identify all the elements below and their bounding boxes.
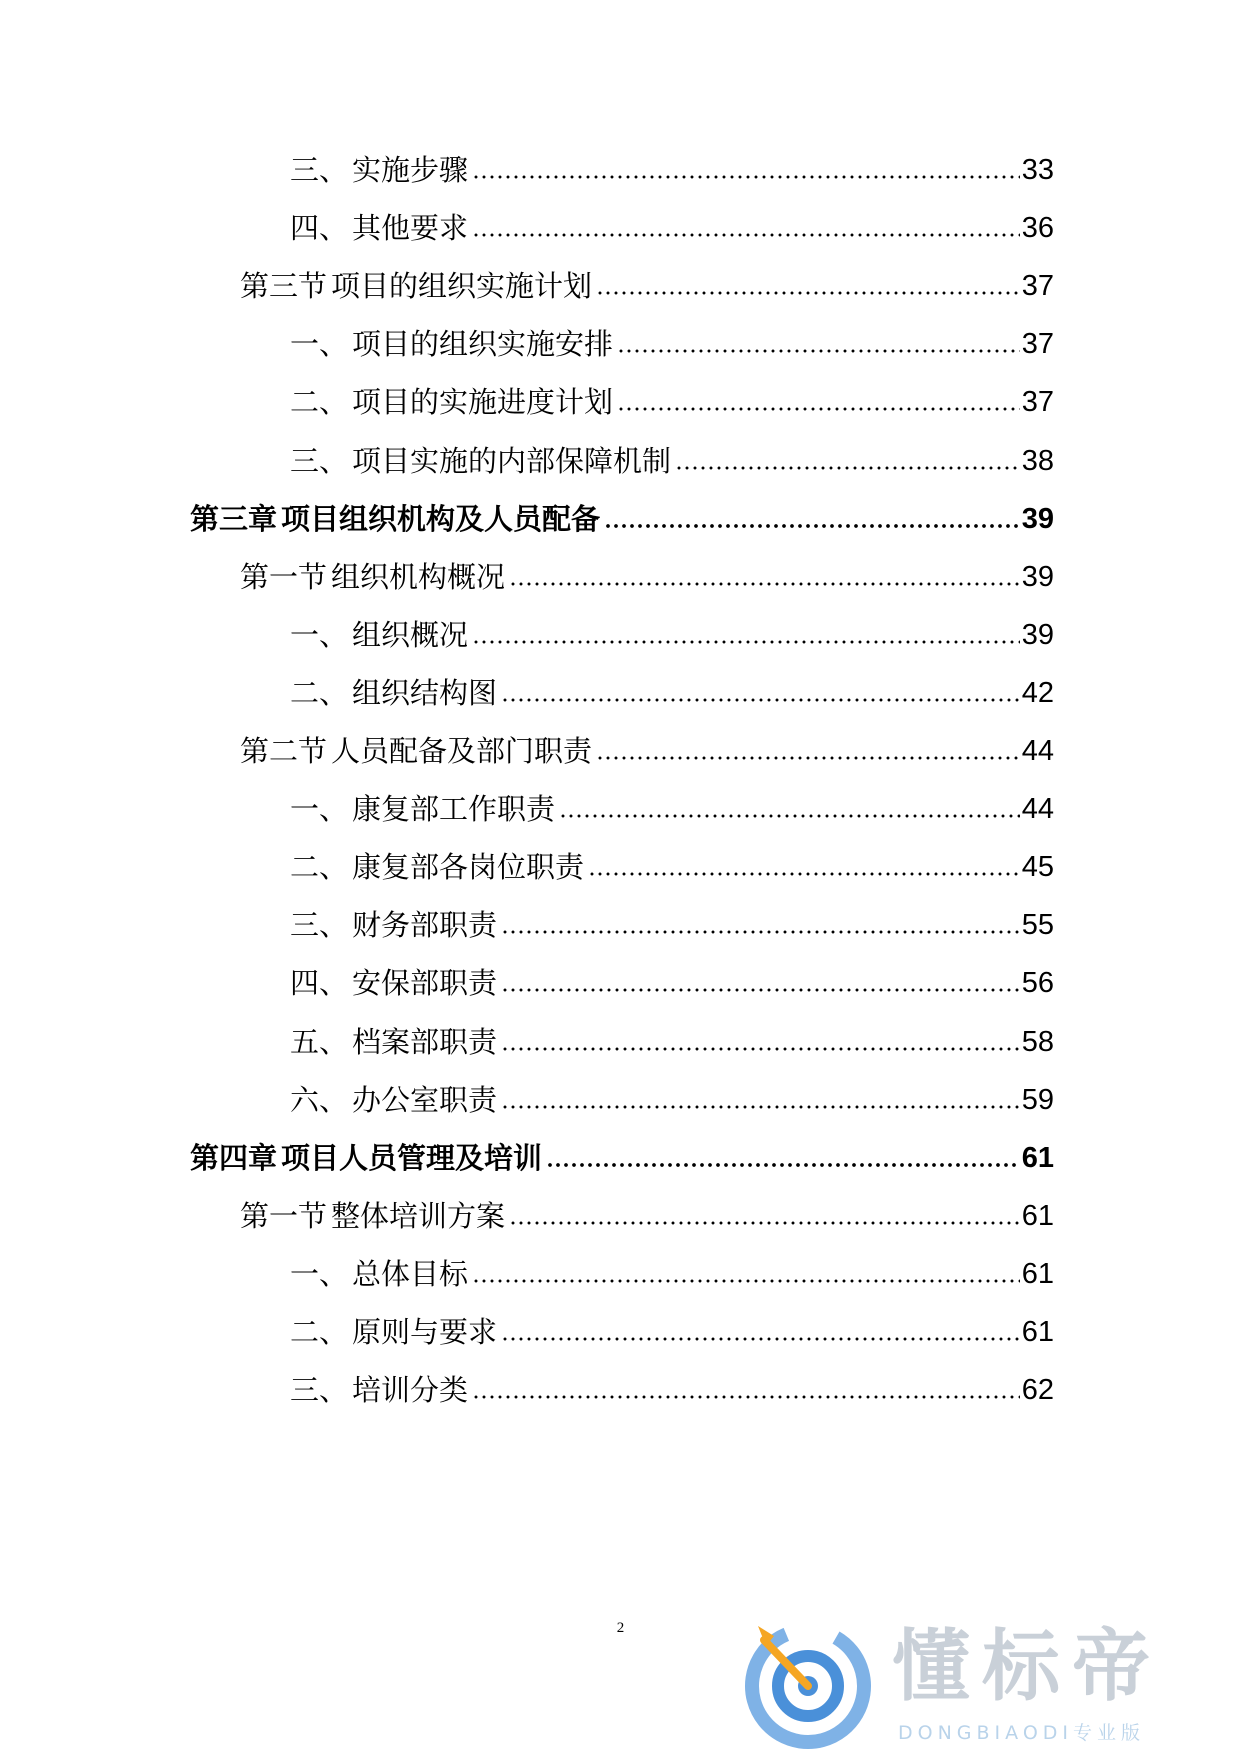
toc-entry-label (290, 1080, 497, 1120)
toc-dot-leader (509, 581, 1020, 587)
toc-entry-label (190, 499, 600, 539)
toc-entry-label (290, 789, 555, 829)
toc-entry-page: 37 (1021, 328, 1054, 360)
toc-entry-title: 组织结构图 (352, 676, 498, 710)
toc-entry-number: 三、 (290, 153, 349, 187)
toc-entry-label (290, 324, 613, 364)
toc-entry-title: 财务部职责 (352, 908, 498, 942)
toc-entry-title: 办公室职责 (352, 1083, 498, 1117)
toc-entry-number: 二、 (290, 850, 349, 884)
toc-entry-label (240, 266, 592, 306)
toc-entry-number: 一、 (290, 792, 349, 826)
toc-entry-title: 项目的实施进度计划 (352, 385, 614, 419)
toc-entry-page: 61 (1021, 1142, 1054, 1174)
toc-dot-leader (501, 1336, 1020, 1342)
watermark-brand: 懂标帝 (892, 1622, 1163, 1712)
toc-entry-label (290, 673, 497, 713)
watermark-subtitle: DONGBIAODI专业版 (898, 1722, 1146, 1744)
toc-entry-label (290, 1312, 497, 1352)
toc-entry[interactable] (290, 615, 1054, 655)
toc-dot-leader (501, 697, 1020, 703)
toc-entry[interactable] (290, 789, 1054, 829)
toc-entry-page: 39 (1021, 561, 1054, 593)
toc-dot-leader (559, 813, 1020, 819)
toc-entry-title: 整体培训方案 (331, 1199, 506, 1233)
toc-entry-number: 第四章 (190, 1141, 278, 1175)
toc-entry-title: 实施步骤 (352, 153, 469, 187)
toc-entry-page: 33 (1021, 154, 1054, 186)
toc-dot-leader (675, 465, 1020, 471)
toc-entry[interactable] (240, 557, 1054, 597)
toc-dot-leader (472, 232, 1020, 238)
toc-entry-label (290, 208, 468, 248)
toc-dot-leader (604, 523, 1020, 529)
target-logo-icon (740, 1612, 880, 1752)
toc-entry[interactable] (290, 1022, 1054, 1062)
toc-entry-title: 项目组织机构及人员配备 (281, 502, 601, 536)
toc-entry[interactable] (290, 150, 1054, 190)
toc-entry-title: 总体目标 (352, 1257, 469, 1291)
toc-entry[interactable] (290, 1080, 1054, 1120)
toc-entry-number: 二、 (290, 676, 349, 710)
toc-entry[interactable] (290, 673, 1054, 713)
toc-entry-page: 37 (1021, 270, 1054, 302)
toc-entry-title: 项目的组织实施计划 (331, 269, 593, 303)
toc-dot-leader (546, 1162, 1020, 1168)
toc-entry[interactable] (290, 324, 1054, 364)
toc-dot-leader (596, 755, 1020, 761)
toc-entry[interactable] (190, 1138, 1054, 1178)
toc-entry-title: 其他要求 (352, 211, 469, 245)
toc-dot-leader (472, 1394, 1020, 1400)
toc-entry-page: 37 (1021, 386, 1054, 418)
toc-entry[interactable] (290, 208, 1054, 248)
toc-entry-page: 62 (1021, 1374, 1054, 1406)
toc-entry-title: 康复部各岗位职责 (352, 850, 585, 884)
toc-entry-number: 三、 (290, 444, 349, 478)
toc-entry[interactable] (190, 499, 1054, 539)
toc-entry-label (290, 1022, 497, 1062)
toc-entry-number: 第三章 (190, 502, 278, 536)
toc-dot-leader (501, 1104, 1020, 1110)
toc-entry-page: 44 (1021, 793, 1054, 825)
toc-entry-number: 二、 (290, 385, 349, 419)
toc-entry-number: 第一节 (240, 1199, 328, 1233)
toc-entry-number: 第一节 (240, 560, 328, 594)
watermark (740, 1612, 1220, 1754)
toc-dot-leader (588, 871, 1020, 877)
toc-entry-title: 安保部职责 (352, 966, 498, 1000)
toc-dot-leader (501, 987, 1020, 993)
toc-entry[interactable] (290, 963, 1054, 1003)
toc-entry-label (190, 1138, 542, 1178)
toc-entry[interactable] (290, 1370, 1054, 1410)
toc-entry-label (290, 441, 671, 481)
toc-entry[interactable] (290, 905, 1054, 945)
toc-entry-page: 36 (1021, 212, 1054, 244)
toc-entry-title: 康复部工作职责 (352, 792, 556, 826)
toc-dot-leader (509, 1220, 1020, 1226)
toc-dot-leader (617, 348, 1020, 354)
toc-entry-title: 组织机构概况 (331, 560, 506, 594)
toc-dot-leader (472, 1278, 1020, 1284)
toc-entry[interactable] (290, 1312, 1054, 1352)
toc-entry-title: 人员配备及部门职责 (331, 734, 593, 768)
toc-entry-label (290, 905, 497, 945)
toc-dot-leader (596, 290, 1020, 296)
toc-entry-page: 61 (1021, 1316, 1054, 1348)
toc-entry-title: 项目人员管理及培训 (281, 1141, 543, 1175)
toc-entry-page: 39 (1021, 619, 1054, 651)
toc-entry[interactable] (240, 266, 1054, 306)
toc-dot-leader (472, 639, 1020, 645)
toc-entry-title: 项目实施的内部保障机制 (352, 444, 672, 478)
toc-entry-label (240, 557, 505, 597)
toc-entry-page: 55 (1021, 909, 1054, 941)
toc-entry-number: 一、 (290, 1257, 349, 1291)
toc-entry-page: 44 (1021, 735, 1054, 767)
toc-entry[interactable] (290, 847, 1054, 887)
toc-entry-number: 一、 (290, 327, 349, 361)
toc-entry-label (290, 847, 584, 887)
toc-entry-title: 档案部职责 (352, 1025, 498, 1059)
toc-entry-number: 一、 (290, 618, 349, 652)
toc-entry-page: 42 (1021, 677, 1054, 709)
toc-entry-page: 61 (1021, 1258, 1054, 1290)
toc-entry-number: 六、 (290, 1083, 349, 1117)
toc-entry-title: 培训分类 (352, 1373, 469, 1407)
toc-entry-page: 56 (1021, 967, 1054, 999)
toc-entry[interactable] (290, 1254, 1054, 1294)
toc-entry-label (290, 1254, 468, 1294)
toc-entry-number: 五、 (290, 1025, 349, 1059)
toc-dot-leader (617, 406, 1020, 412)
toc-entry-label (290, 382, 613, 422)
toc-entry[interactable] (240, 731, 1054, 771)
toc-entry-page: 45 (1021, 851, 1054, 883)
toc-entry-label (290, 615, 468, 655)
toc-dot-leader (472, 174, 1020, 180)
toc-entry-title: 原则与要求 (352, 1315, 498, 1349)
toc-entry-label (240, 731, 592, 771)
toc-entry-number: 四、 (290, 211, 349, 245)
toc-entry-page: 58 (1021, 1026, 1054, 1058)
toc-entry-page: 59 (1021, 1084, 1054, 1116)
toc-entry-title: 项目的组织实施安排 (352, 327, 614, 361)
toc-entry-label (290, 963, 497, 1003)
toc-entry-number: 第三节 (240, 269, 328, 303)
toc-entry-label (240, 1196, 505, 1236)
toc-entry[interactable] (290, 382, 1054, 422)
toc-entry-number: 四、 (290, 966, 349, 1000)
toc-entry-page: 39 (1021, 503, 1054, 535)
toc-entry[interactable] (240, 1196, 1054, 1236)
toc-entry-label (290, 1370, 468, 1410)
toc-entry-number: 第二节 (240, 734, 328, 768)
toc-entry-number: 二、 (290, 1315, 349, 1349)
toc-entry-number: 三、 (290, 1373, 349, 1407)
toc-entry-label (290, 150, 468, 190)
toc-dot-leader (501, 929, 1020, 935)
toc-entry-title: 组织概况 (352, 618, 469, 652)
toc-entry[interactable] (290, 441, 1054, 481)
toc-entry-page: 61 (1021, 1200, 1054, 1232)
toc-entry-number: 三、 (290, 908, 349, 942)
toc-dot-leader (501, 1046, 1020, 1052)
toc-entry-page: 38 (1021, 445, 1054, 477)
page-number: 2 (616, 1620, 625, 1636)
